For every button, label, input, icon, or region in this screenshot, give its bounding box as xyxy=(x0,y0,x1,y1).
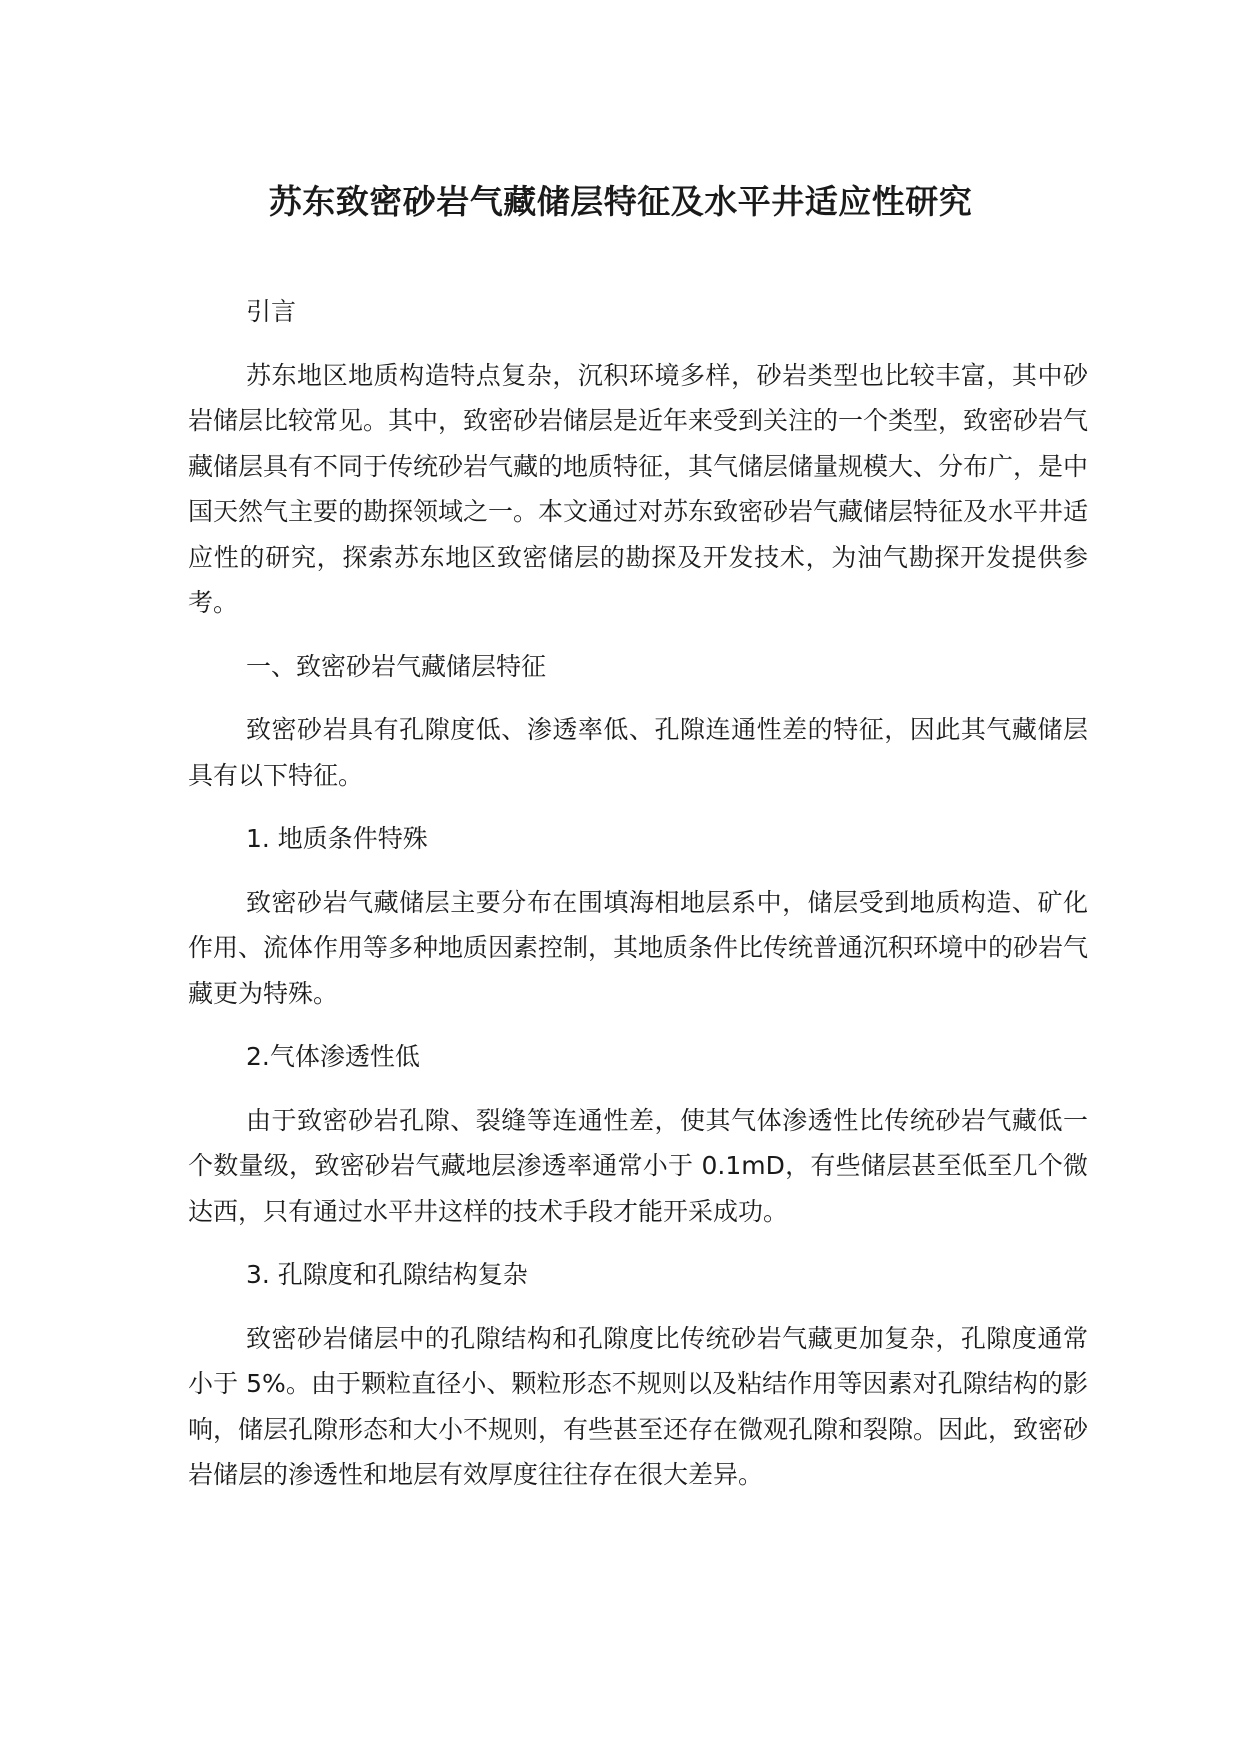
subheading-2: 2.气体渗透性低 xyxy=(246,1042,420,1071)
paragraph-porosity: 致密砂岩储层中的孔隙结构和孔隙度比传统砂岩气藏更加复杂，孔隙度通常小于 5%。由于颗粒直径小、颗粒形态不规则以及粘结作用等因素对孔隙结构的影响，储层孔隙形态和大小不规则，有些甚至还存在微观孔隙和裂隙。因此，致密砂岩储层的渗透性和地层有效厚度往往存在很大差异。 xyxy=(188,1323,1089,1489)
paragraph-permeability: 由于致密砂岩孔隙、裂缝等连通性差，使其气体渗透性比传统砂岩气藏低一个数量级，致密砂岩气藏地层渗透率通常小于 0.1mD，有些储层甚至低至几个微达西，只有通过水平井这样的技术手段才能开采成功。 xyxy=(188,1105,1088,1226)
section-heading-1: 一、致密砂岩气藏储层特征 xyxy=(246,651,547,681)
subheading-1: 1. 地质条件特殊 xyxy=(246,824,428,853)
paragraph-intro: 苏东地区地质构造特点复杂，沉积环境多样，砂岩类型也比较丰富，其中砂岩储层比较常见。其中，致密砂岩储层是近年来受到关注的一个类型，致密砂岩气藏储层具有不同于传统砂岩气藏的地质特征，其气储层储量规模大、分布广，是中国天然气主要的勘探领域之一。本文通过对苏东致密砂岩气藏储层特征及水平井适应性的研究，探索苏东地区致密储层的勘探及开发技术，为油气勘探开发提供参考。 xyxy=(188,360,1089,617)
paragraph-section-1: 致密砂岩具有孔隙度低、渗透率低、孔隙连通性差的特征，因此其气藏储层具有以下特征。 xyxy=(188,715,1088,790)
document-title: 苏东致密砂岩气藏储层特征及水平井适应性研究 xyxy=(268,182,973,221)
document-body xyxy=(188,289,1088,1516)
subheading-3: 3. 孔隙度和孔隙结构复杂 xyxy=(246,1260,528,1289)
paragraph-geology: 致密砂岩气藏储层主要分布在围填海相地层系中，储层受到地质构造、矿化作用、流体作用等多种地质因素控制，其地质条件比传统普通沉积环境中的砂岩气藏更为特殊。 xyxy=(188,887,1089,1008)
section-heading-intro: 引言 xyxy=(246,297,297,326)
